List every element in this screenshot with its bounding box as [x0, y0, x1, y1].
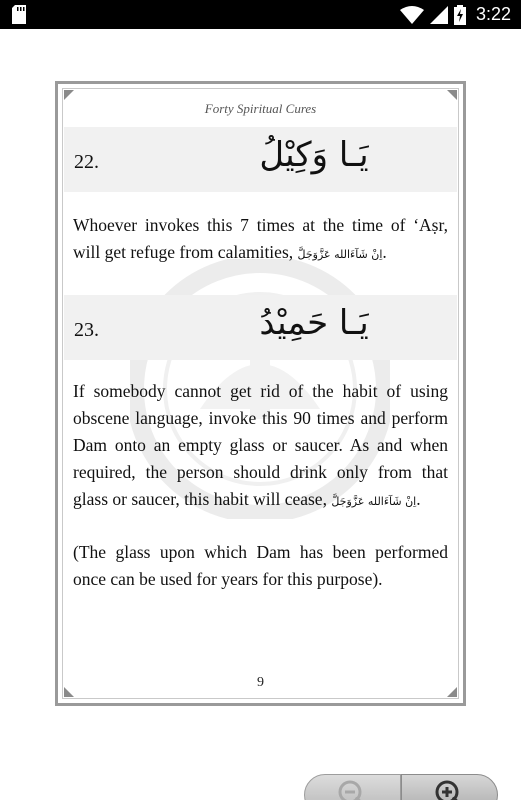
paragraph-text: If somebody cannot get rid of the habit of using obscene language, invoke this 90 times and perform Dam onto an empty glass or saucer. As and when required, the person should drink only from that glass or saucer, this habit will cease, [73, 381, 448, 509]
entry-number: 22. [74, 151, 99, 173]
battery-charging-icon [454, 5, 466, 25]
wifi-icon [400, 6, 424, 24]
document-viewer[interactable] [0, 29, 521, 800]
entry-number: 23. [74, 319, 99, 341]
paragraph-text: Whoever invokes this 7 times at the time of ‘Aṣr, will get refuge from calamities, [73, 215, 448, 262]
inline-arabic-phrase: اِنْ شَآءَالله عَزَّوَجَلَّ [331, 495, 417, 508]
paragraph-end: . [416, 489, 421, 509]
inline-arabic-phrase: اِنْ شَآءَالله عَزَّوَجَلَّ [297, 248, 383, 261]
paragraph-end: . [382, 242, 387, 262]
corner-ornament-icon [447, 90, 457, 100]
zoom-in-icon [433, 778, 467, 800]
zoom-out-button[interactable] [304, 774, 401, 800]
running-head: Forty Spiritual Cures [204, 101, 317, 116]
divine-name-band-23 [64, 295, 457, 360]
status-bar [0, 0, 521, 29]
paragraph-23 [73, 378, 448, 515]
corner-ornament-icon [64, 90, 74, 100]
signal-icon [430, 6, 448, 24]
zoom-in-button[interactable] [401, 774, 498, 800]
paragraph-note: (The glass upon which Dam has been performed once can be used for years for this purpose). [73, 542, 448, 589]
arabic-name: يَـا حَمِيْدُ [259, 303, 369, 343]
clock: 3:22 [475, 4, 511, 24]
sd-card-icon [12, 5, 26, 24]
arabic-name: يَـا وَكِيْلُ [259, 135, 369, 175]
zoom-controls [304, 774, 498, 800]
paragraph-22 [73, 212, 448, 268]
page-number: 9 [257, 675, 264, 690]
divine-name-band-22 [64, 127, 457, 192]
zoom-out-icon [336, 778, 370, 800]
